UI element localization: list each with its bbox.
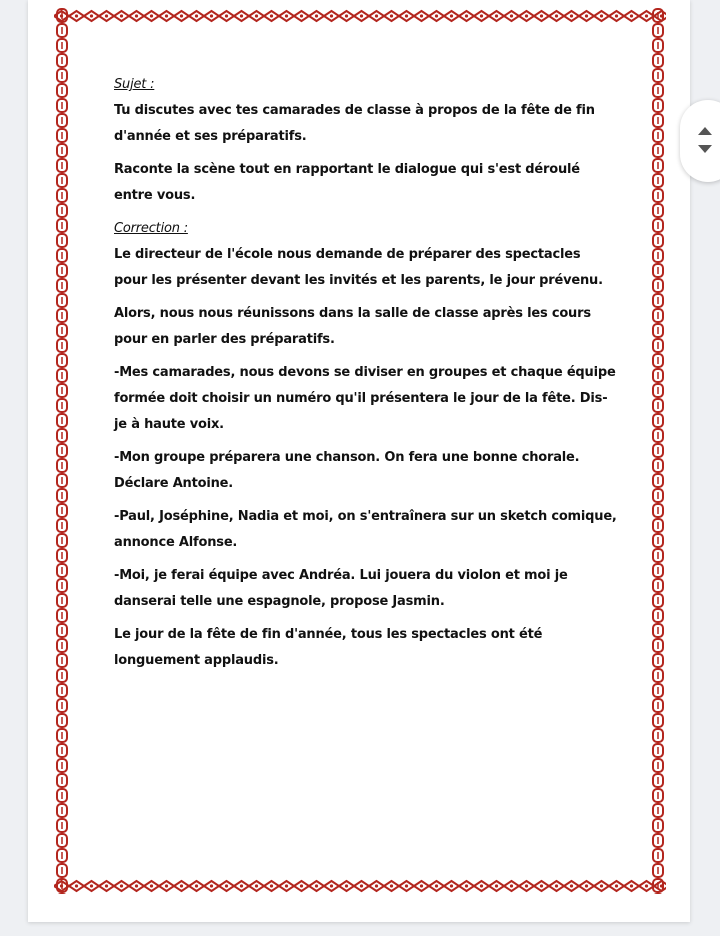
chevron-down-icon[interactable] bbox=[698, 145, 712, 153]
subject-heading: Sujet : bbox=[114, 77, 155, 92]
correction-paragraph-1: Le directeur de l'école nous demande de préparer des spectacles pour les présenter devant les invités et les parents, le jour prévenu. bbox=[114, 247, 603, 288]
subject-paragraph-2: Raconte la scène tout en rapportant le dialogue qui s'est déroulé entre vous. bbox=[114, 162, 580, 203]
correction-paragraph-2: Alors, nous nous réunissons dans la salle de classe après les cours pour en parler des préparatifs. bbox=[114, 306, 591, 347]
subject-paragraph-1: Tu discutes avec tes camarades de classe à propos de la fête de fin d'année et ses préparatifs. bbox=[114, 103, 595, 144]
correction-paragraph-5: -Paul, Joséphine, Nadia et moi, on s'entraînera sur un sketch comique, annonce Alfonse. bbox=[114, 509, 617, 550]
scroll-control[interactable] bbox=[680, 100, 720, 182]
correction-paragraph-7: Le jour de la fête de fin d'année, tous les spectacles ont été longuement applaudis. bbox=[114, 627, 543, 668]
border-right bbox=[650, 8, 666, 894]
border-bottom bbox=[54, 878, 666, 894]
document-body bbox=[114, 72, 624, 681]
border-left bbox=[54, 8, 70, 894]
border-top bbox=[54, 8, 666, 24]
correction-heading: Correction : bbox=[114, 221, 188, 236]
correction-paragraph-4: -Mon groupe préparera une chanson. On fera une bonne chorale. Déclare Antoine. bbox=[114, 450, 580, 491]
chevron-up-icon[interactable] bbox=[698, 127, 712, 135]
correction-paragraph-3: -Mes camarades, nous devons se diviser en groupes et chaque équipe formée doit choisir un numéro qu'il présentera le jour de la fête. Dis- je à haute voix. bbox=[114, 365, 616, 432]
correction-paragraph-6: -Moi, je ferai équipe avec Andréa. Lui jouera du violon et moi je danserai telle une espagnole, propose Jasmin. bbox=[114, 568, 568, 609]
